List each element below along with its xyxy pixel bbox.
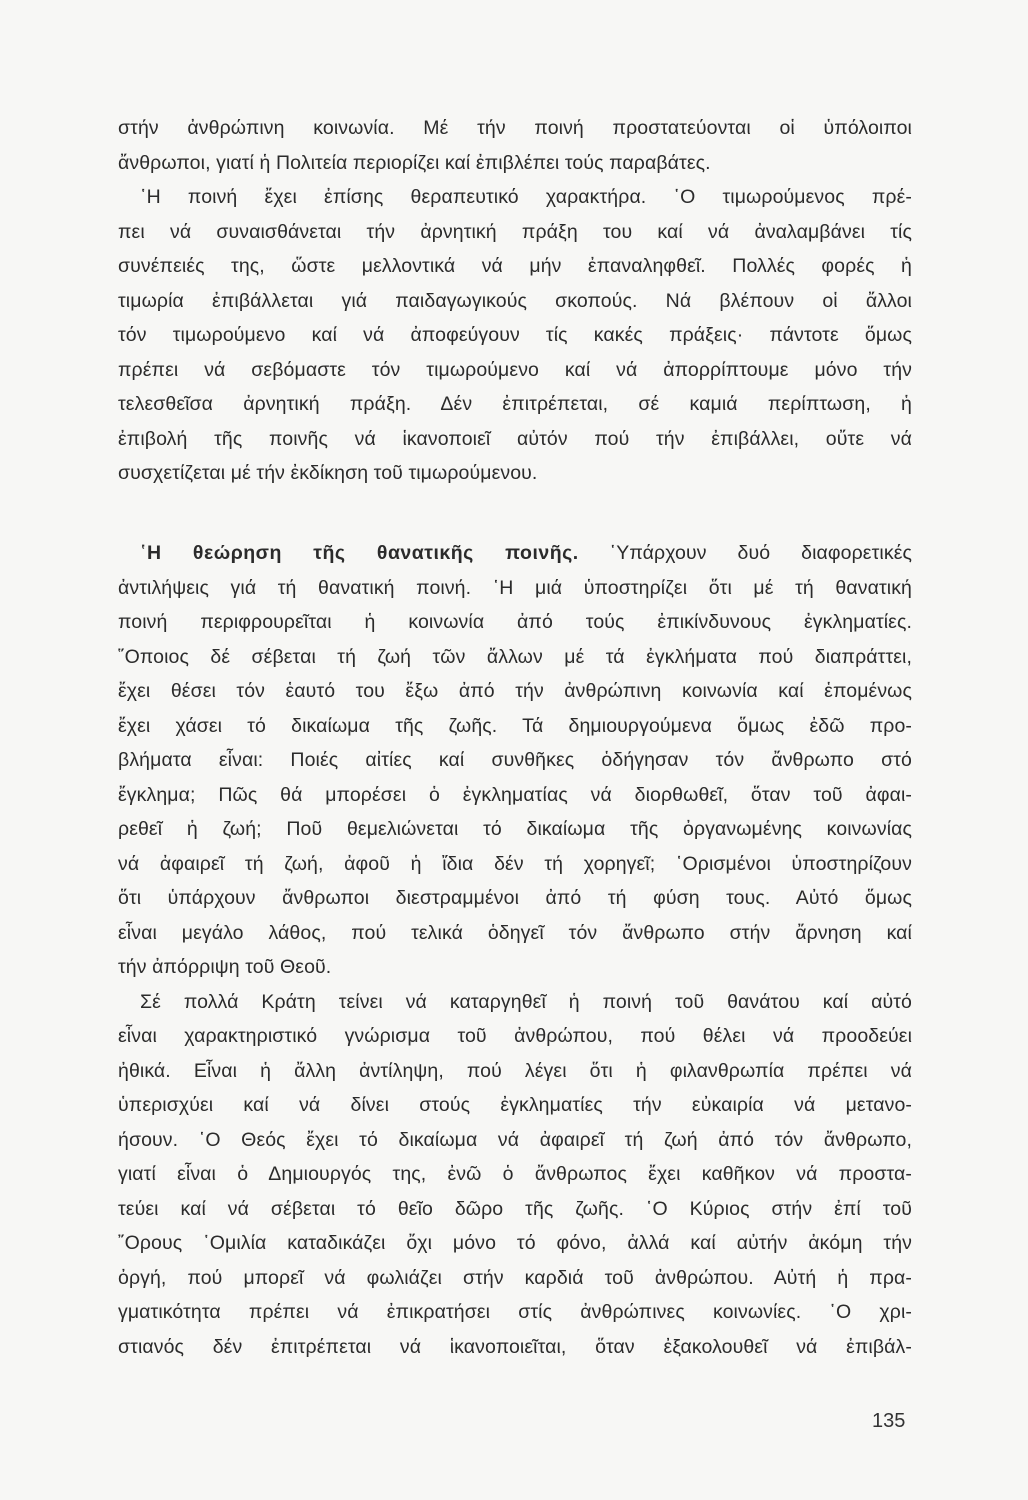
text-line: ῎Ορους ῾Ομιλία καταδικάζει ὄχι μόνο τό φόνο, ἀλλά καί αὐτήν ἀκόμη τήν <box>118 1232 912 1254</box>
text-line: ἄνθρωποι, γιατί ἡ Πολιτεία περιορίζει καί ἐπιβλέπει τούς παραβάτες. <box>118 151 711 174</box>
text-line: τιμωρία ἐπιβάλλεται γιά παιδαγωγικούς σκοπούς. Νά βλέπουν οἱ ἄλλοι <box>118 289 912 312</box>
text-line: τεύει καί νά σέβεται τό θεῖο δῶρο τῆς ζωῆς. ῾Ο Κύριος στήν ἐπί τοῦ <box>118 1197 912 1220</box>
text-line: γιατί εἶναι ὁ Δημιουργός της, ἐνῶ ὁ ἄνθρωπος ἔχει καθῆκον νά προστα- <box>118 1163 912 1185</box>
text-line: τελεσθεῖσα ἀρνητική πράξη. Δέν ἐπιτρέπεται, σέ καμιά περίπτωση, ἡ <box>118 393 912 415</box>
text-line: ήσουν. ῾Ο Θεός ἔχει τό δικαίωμα νά ἀφαιρεῖ τή ζωή ἀπό τόν ἄνθρωπο, <box>118 1128 912 1151</box>
page-number: 135 <box>872 1410 906 1432</box>
text-line: στιανός δέν ἐπιτρέπεται νά ἱκανοποιεῖται, ὅταν ἐξακολουθεῖ νά ἐπιβάλ- <box>118 1335 912 1358</box>
text-line: πει νά συναισθάνεται τήν ἀρνητική πράξη του καί νά ἀναλαμβάνει τίς <box>118 220 912 243</box>
text-line: βλήματα εἶναι: Ποιές αἰτίες καί συνθῆκες ὁδήγησαν τόν ἄνθρωπο στό <box>118 749 912 771</box>
paragraph-block-punishment <box>118 111 912 491</box>
text-line: ὑπερισχύει καί νά δίνει στούς ἐγκληματίες τήν εὐκαιρία νά μετανο- <box>118 1094 912 1116</box>
text-line: γματικότητα πρέπει νά ἐπικρατήσει στίς ἀνθρώπινες κοινωνίες. ῾Ο χρι- <box>118 1301 912 1323</box>
text-line: πρέπει νά σεβόμαστε τόν τιμωρούμενο καί νά ἀπορρίπτουμε μόνο τήν <box>118 358 912 381</box>
text-line: εἶναι χαρακτηριστικό γνώρισμα τοῦ ἀνθρώπου, πού θέλει νά προοδεύει <box>118 1025 912 1047</box>
text-line: συνέπειές της, ὥστε μελλοντικά νά μήν ἐπαναληφθεῖ. Πολλές φορές ἡ <box>118 255 912 277</box>
text-line: ἔχει θέσει τόν ἑαυτό του ἔξω ἀπό τήν ἀνθρώπινη κοινωνία καί ἑπομένως <box>118 680 912 702</box>
text-line: ἠθικά. Εἶναι ἡ ἄλλη ἀντίληψη, πού λέγει ὅτι ἡ φιλανθρωπία πρέπει νά <box>118 1059 912 1082</box>
text-line: Σέ πολλά Κράτη τείνει νά καταργηθεῖ ἡ ποινή τοῦ θανάτου καί αὐτό <box>140 990 912 1013</box>
text-line: ἀντιλήψεις γιά τή θανατική ποινή. ῾Η μιά ὑποστηρίζει ὅτι μέ τή θανατική <box>118 576 912 599</box>
text-line: τήν ἀπόρριψη τοῦ Θεοῦ. <box>118 956 332 978</box>
section-heading-line <box>118 536 912 571</box>
text-line: στήν ἀνθρώπινη κοινωνία. Μέ τήν ποινή προστατεύονται οἱ ὑπόλοιποι <box>118 117 912 139</box>
section-death-penalty <box>118 536 912 1364</box>
text-line: ὀργή, πού μπορεῖ νά φωλιάζει στήν καρδιά τοῦ ἀνθρώπου. Αὐτή ἡ πρα- <box>118 1266 912 1289</box>
text-line: τόν τιμωρούμενο καί νά ἀποφεύγουν τίς κακές πράξεις· πάντοτε ὅμως <box>118 324 912 346</box>
text-line: ἔγκλημα; Πῶς θά μπορέσει ὁ ἐγκληματίας νά διορθωθεῖ, ὅταν τοῦ ἀφαι- <box>118 783 912 806</box>
text-line: ῾Η ποινή ἔχει ἐπίσης θεραπευτικό χαρακτήρα. ῾Ο τιμωρούμενος πρέ- <box>140 186 912 208</box>
text-line: ποινή περιφρουρεῖται ἡ κοινωνία ἀπό τούς ἐπικίνδυνους ἐγκληματίες. <box>118 611 912 633</box>
text-line: ὅτι ὑπάρχουν ἄνθρωποι διεστραμμένοι ἀπό τή φύση τους. Αὐτό ὅμως <box>118 887 912 909</box>
text-line: νά ἀφαιρεῖ τή ζωή, ἀφοῦ ἡ ἴδια δέν τή χορηγεῖ; ῾Ορισμένοι ὑποστηρίζουν <box>118 852 912 875</box>
section-heading-continuation: ῾Υπάρχουν δυό διαφορετικές <box>609 542 912 564</box>
text-line: εἶναι μεγάλο λάθος, πού τελικά ὁδηγεῖ τόν ἄνθρωπο στήν ἄρνηση καί <box>118 921 912 944</box>
text-line: ἐπιβολή τῆς ποινῆς νά ἱκανοποιεῖ αὐτόν πού τήν ἐπιβάλλει, οὔτε νά <box>118 427 912 450</box>
section-heading: ῾Η θεώρηση τῆς θανατικῆς ποινῆς. <box>140 542 579 564</box>
text-line: ἔχει χάσει τό δικαίωμα τῆς ζωῆς. Τά δημιουργούμενα ὅμως ἐδῶ προ- <box>118 714 912 737</box>
text-line: ῞Οποιος δέ σέβεται τή ζωή τῶν ἄλλων μέ τά ἐγκλήματα πού διαπράττει, <box>118 645 912 668</box>
text-line: συσχετίζεται μέ τήν ἐκδίκηση τοῦ τιμωρούμενου. <box>118 462 538 484</box>
text-line: ρεθεῖ ἡ ζωή; Ποῦ θεμελιώνεται τό δικαίωμα τῆς ὀργανωμένης κοινωνίας <box>118 818 912 840</box>
